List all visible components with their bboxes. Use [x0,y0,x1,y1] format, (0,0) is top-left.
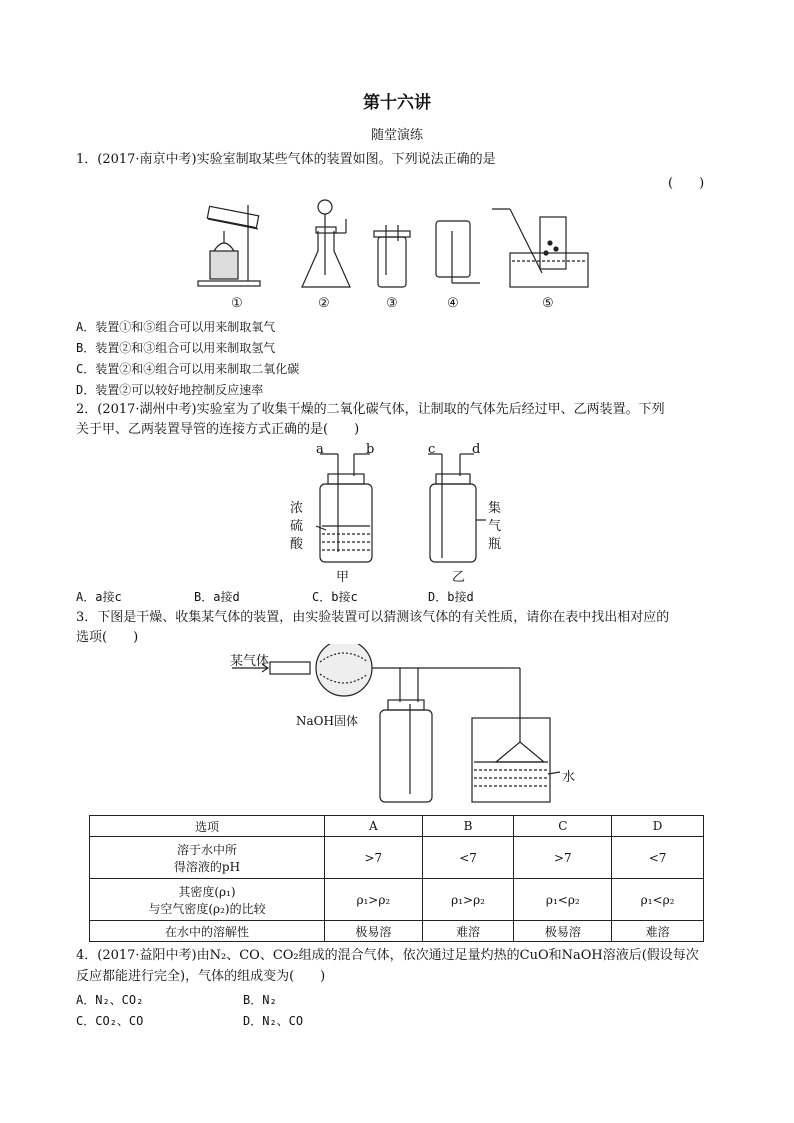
q4-stem-line1: 4．(2017·益阳中考)由N₂、CO、CO₂组成的混合气体，依次通过足量灼热的CuO和NaOH溶液后(假设每次 [76,948,699,963]
q1-option-b[interactable]: B．装置②和③组合可以用来制取氢气 [76,341,276,355]
q2-tube-b: b [366,442,375,457]
q1-label-4: ④ [447,296,459,311]
table-header-cell: 选项 [90,816,325,837]
q3-label-gas: 某气体 [230,654,270,669]
table-row-label: 其密度(ρ₁) 与空气密度(ρ₂)的比较 [90,879,325,921]
q2-option-d[interactable]: D．b接d [428,590,474,604]
q1-label-2: ② [318,296,330,311]
table-cell: <7 [422,837,514,879]
q3-stem-line1: 3．下图是干燥、收集某气体的装置，由实验装置可以猜测该气体的有关性质，请你在表中找出相对应的 [76,610,670,625]
q1-option-c[interactable]: C．装置②和④组合可以用来制取二氧化碳 [76,362,300,376]
table-row-ph [90,837,704,879]
table-row-label: 溶于水中所 得溶液的pH [90,837,325,879]
q2-stem-line2: 关于甲、乙两装置导管的连接方式正确的是( ) [76,422,360,437]
q2-option-a[interactable]: A．a接c [76,590,122,604]
table-cell: 难溶 [422,921,514,942]
q4-option-b[interactable]: B．N₂ [243,993,277,1007]
table-cell: >7 [514,837,612,879]
table-row-solubility [90,921,704,942]
q1-option-a[interactable]: A．装置①和⑤组合可以用来制取氧气 [76,320,276,334]
q2-label-jia: 甲 [336,570,350,585]
table-row-label: 在水中的溶解性 [90,921,325,942]
table-cell: 难溶 [612,921,704,942]
table-cell: <7 [612,837,704,879]
table-cell: 极易溶 [325,921,423,942]
table-header-cell: B [422,816,514,837]
q1-label-5: ⑤ [542,296,554,311]
table-header-row [90,816,704,837]
table-cell: ρ₁<ρ₂ [514,879,612,921]
q2-tube-c: c [428,442,436,457]
q4-option-c[interactable]: C．CO₂、CO [76,1014,144,1028]
page-title: 第十六讲 [363,93,431,113]
q2-label-yi: 乙 [452,570,466,585]
q1-stem: 1．(2017·南京中考)实验室制取某些气体的装置如图。下列说法正确的是 [76,152,496,167]
q3-options-table [89,815,704,942]
q2-option-c[interactable]: C．b接c [312,590,358,604]
q3-label-water: 水 [562,770,576,785]
stand-base [198,281,260,286]
q2-option-b[interactable]: B．a接d [194,590,240,604]
table-cell: 极易溶 [514,921,612,942]
q1-label-3: ③ [386,296,398,311]
q1-answer-blank: ( ) [668,176,705,191]
q4-stem-line2: 反应都能进行完全)，气体的组成变为( ) [76,969,326,984]
page-subtitle: 随堂演练 [370,128,423,143]
q2-label-gas-bottle: 集 气 瓶 [488,501,502,552]
q2-bottles-figure [280,440,520,580]
table-cell: ρ₁>ρ₂ [422,879,514,921]
q1-label-1: ① [231,296,243,311]
q4-option-d[interactable]: D．N₂、CO [243,1014,304,1028]
table-cell: ρ₁<ρ₂ [612,879,704,921]
q3-label-naoh: NaOH固体 [296,714,358,728]
q2-tube-d: d [472,442,481,457]
q1-option-d[interactable]: D．装置②可以较好地控制反应速率 [76,383,264,397]
table-cell: ρ₁>ρ₂ [325,879,423,921]
q2-tube-a: a [316,442,324,457]
q4-option-a[interactable]: A．N₂、CO₂ [76,993,144,1007]
table-row-density [90,879,704,921]
q3-stem-line2: 选项( ) [76,630,139,645]
q2-label-acid: 浓 硫 酸 [290,501,304,552]
table-header-cell: A [325,816,423,837]
q2-stem-line1: 2．(2017·湖州中考)实验室为了收集干燥的二氧化碳气体，让制取的气体先后经过甲、乙两装置。下列 [76,402,665,417]
table-cell: >7 [325,837,423,879]
table-header-cell: D [612,816,704,837]
table-header-cell: C [514,816,612,837]
q3-drying-apparatus-figure [228,644,578,810]
